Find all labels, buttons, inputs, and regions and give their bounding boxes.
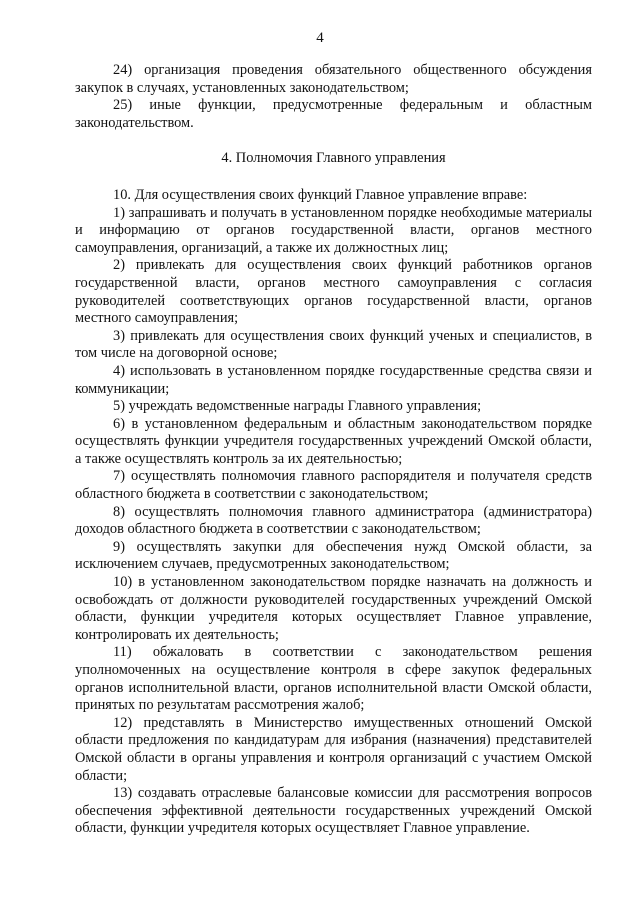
section-intro: 10. Для осуществления своих функций Главное управление вправе: xyxy=(113,186,528,203)
list-item-3: 3) привлекать для осуществления своих функций ученых и специалистов, в том числе на договорной основе; xyxy=(75,327,592,362)
list-item-4: 4) использовать в установленном порядке государственные средства связи и коммуникации; xyxy=(75,362,592,397)
list-item-10: 10) в установленном законодательством порядке назначать на должность и освобождать от должности руководителей государственных учреждений Омской области, функции учредителя которых осуществляет Главное управление, контролировать их деятельность; xyxy=(75,574,592,643)
list-item-12: 12) представлять в Министерство имущественных отношений Омской области предложения по кандидатурам для избрания (назначения) представителей Омской области в органы управления и контроля организаций с участием Омской области; xyxy=(75,714,592,784)
list-item-11: 11) обжаловать в соответствии с законодательством решения уполномоченных на осуществление контроля в сфере закупок федеральных органов исполнительной власти, органов исполнительной власти Омской области, принятых по результатам рассмотрения жалоб; xyxy=(75,644,592,714)
page-number: 4 xyxy=(316,30,324,46)
list-item-7: 7) осуществлять полномочия главного распорядителя и получателя средств областного бюджета в соответствии с законодательством; xyxy=(75,468,592,503)
list-item-13: 13) создавать отраслевые балансовые комиссии для рассмотрения вопросов обеспечения эффективной деятельности государственных учреждений Омской области, функции учредителя которых осуществляет Главное управление. xyxy=(75,785,592,837)
list-item-9: 9) осуществлять закупки для обеспечения нужд Омской области, за исключением случаев, предусмотренных законодательством; xyxy=(75,538,592,573)
list-item-8: 8) осуществлять полномочия главного администратора (администратора) доходов областного бюджета в соответствии с законодательством; xyxy=(75,503,592,538)
list-item-1: 1) запрашивать и получать в установленном порядке необходимые материалы и информацию от органов государственной власти, органов местного самоуправления, организаций, а также их должностных лиц; xyxy=(75,204,592,256)
paragraph-item-25: 25) иные функции, предусмотренные федеральным и областным законодательством. xyxy=(75,97,592,131)
list-item-5: 5) учреждать ведомственные награды Главного управления; xyxy=(113,398,482,415)
list-item-2: 2) привлекать для осуществления своих функций работников органов государственной власти, органов местного самоуправления с согласия руководителей соответствующих органов государственной власти, органов местного самоуправления; xyxy=(75,257,592,327)
paragraph-item-24: 24) организация проведения обязательного общественного обсуждения закупок в случаях, установленных законодательством; xyxy=(75,62,592,96)
section-heading: 4. Полномочия Главного управления xyxy=(221,150,446,167)
list-item-6: 6) в установленном федеральным и областным законодательством порядке осуществлять функции учредителя государственных учреждений Омской области, а также осуществлять контроль за их деятельностью; xyxy=(75,415,592,467)
document-body xyxy=(75,62,592,838)
